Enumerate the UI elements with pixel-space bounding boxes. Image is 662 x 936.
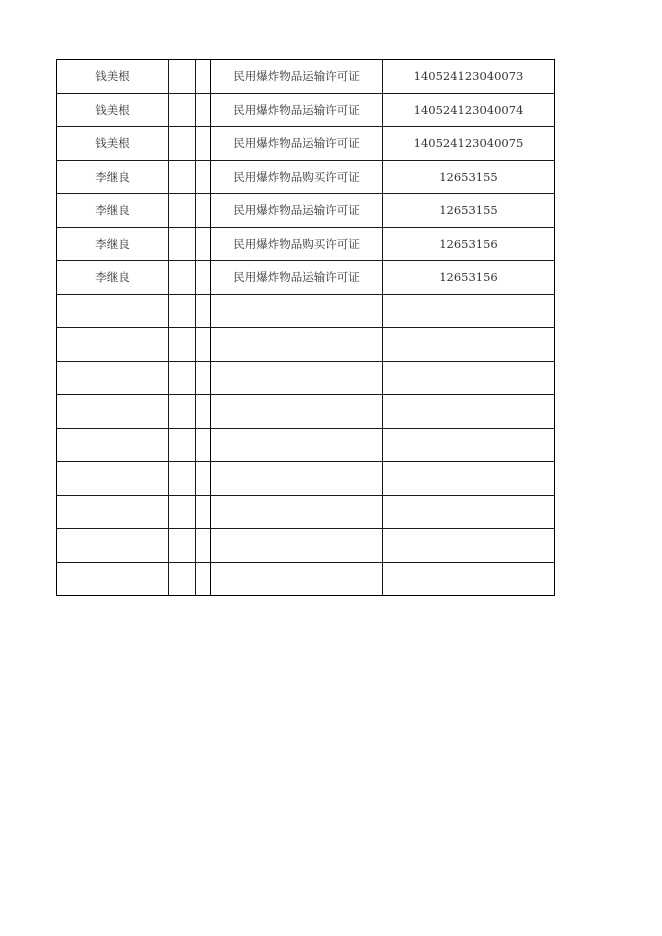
column-a-cell — [169, 160, 196, 194]
column-b-cell — [196, 395, 211, 429]
column-a-cell — [169, 194, 196, 228]
permit-type-cell — [211, 428, 383, 462]
permit-type-cell: 民用爆炸物品运输许可证 — [211, 194, 383, 228]
table-row — [57, 428, 555, 462]
column-a-cell — [169, 261, 196, 295]
table-row — [57, 395, 555, 429]
holder-name-cell — [57, 462, 169, 496]
column-b-cell — [196, 328, 211, 362]
table-row — [57, 495, 555, 529]
table-row — [57, 529, 555, 563]
column-b-cell — [196, 361, 211, 395]
column-a-cell — [169, 227, 196, 261]
permit-type-cell: 民用爆炸物品运输许可证 — [211, 127, 383, 161]
table-row — [57, 562, 555, 596]
column-a-cell — [169, 428, 196, 462]
permit-type-cell — [211, 395, 383, 429]
table-row — [57, 127, 555, 161]
column-a-cell — [169, 395, 196, 429]
holder-name-cell — [57, 294, 169, 328]
holder-name-cell: 钱美根 — [57, 93, 169, 127]
holder-name-cell — [57, 428, 169, 462]
permit-number-cell — [383, 495, 555, 529]
column-a-cell — [169, 562, 196, 596]
holder-name-cell: 李继良 — [57, 160, 169, 194]
column-a-cell — [169, 529, 196, 563]
holder-name-cell: 钱美根 — [57, 127, 169, 161]
table-row — [57, 93, 555, 127]
holder-name-cell: 李继良 — [57, 227, 169, 261]
column-a-cell — [169, 60, 196, 94]
column-a-cell — [169, 93, 196, 127]
permit-type-cell — [211, 495, 383, 529]
column-b-cell — [196, 529, 211, 563]
permit-number-cell — [383, 361, 555, 395]
holder-name-cell — [57, 395, 169, 429]
holder-name-cell: 钱美根 — [57, 60, 169, 94]
permit-number-cell: 12653155 — [383, 194, 555, 228]
column-b-cell — [196, 428, 211, 462]
table-row — [57, 160, 555, 194]
column-a-cell — [169, 361, 196, 395]
permit-type-cell — [211, 328, 383, 362]
column-a-cell — [169, 462, 196, 496]
permit-number-cell: 12653155 — [383, 160, 555, 194]
permit-number-cell: 12653156 — [383, 261, 555, 295]
holder-name-cell — [57, 529, 169, 563]
permit-number-cell: 12653156 — [383, 227, 555, 261]
permit-number-cell: 140524123040074 — [383, 93, 555, 127]
permit-type-cell: 民用爆炸物品购买许可证 — [211, 227, 383, 261]
permit-number-cell — [383, 562, 555, 596]
column-b-cell — [196, 261, 211, 295]
column-a-cell — [169, 328, 196, 362]
table-row — [57, 294, 555, 328]
permit-number-cell — [383, 328, 555, 362]
table-row — [57, 60, 555, 94]
holder-name-cell — [57, 495, 169, 529]
column-b-cell — [196, 127, 211, 161]
permit-table — [56, 59, 555, 596]
permit-number-cell — [383, 529, 555, 563]
column-b-cell — [196, 194, 211, 228]
permit-number-cell — [383, 428, 555, 462]
column-b-cell — [196, 495, 211, 529]
permit-type-cell — [211, 294, 383, 328]
column-b-cell — [196, 160, 211, 194]
holder-name-cell: 李继良 — [57, 261, 169, 295]
permit-number-cell: 140524123040075 — [383, 127, 555, 161]
permit-number-cell — [383, 462, 555, 496]
permit-type-cell — [211, 562, 383, 596]
permit-type-cell — [211, 529, 383, 563]
permit-number-cell: 140524123040073 — [383, 60, 555, 94]
table-row — [57, 194, 555, 228]
column-b-cell — [196, 294, 211, 328]
column-b-cell — [196, 93, 211, 127]
column-b-cell — [196, 227, 211, 261]
permit-type-cell — [211, 361, 383, 395]
permit-type-cell: 民用爆炸物品运输许可证 — [211, 60, 383, 94]
column-b-cell — [196, 462, 211, 496]
column-a-cell — [169, 495, 196, 529]
permit-number-cell — [383, 294, 555, 328]
holder-name-cell — [57, 562, 169, 596]
permit-type-cell: 民用爆炸物品运输许可证 — [211, 93, 383, 127]
holder-name-cell: 李继良 — [57, 194, 169, 228]
column-b-cell — [196, 562, 211, 596]
column-a-cell — [169, 127, 196, 161]
table-row — [57, 328, 555, 362]
holder-name-cell — [57, 361, 169, 395]
column-b-cell — [196, 60, 211, 94]
permit-type-cell: 民用爆炸物品运输许可证 — [211, 261, 383, 295]
table-row — [57, 361, 555, 395]
permit-number-cell — [383, 395, 555, 429]
permit-type-cell: 民用爆炸物品购买许可证 — [211, 160, 383, 194]
permit-type-cell — [211, 462, 383, 496]
table-row — [57, 462, 555, 496]
table-row — [57, 227, 555, 261]
table-row — [57, 261, 555, 295]
column-a-cell — [169, 294, 196, 328]
holder-name-cell — [57, 328, 169, 362]
